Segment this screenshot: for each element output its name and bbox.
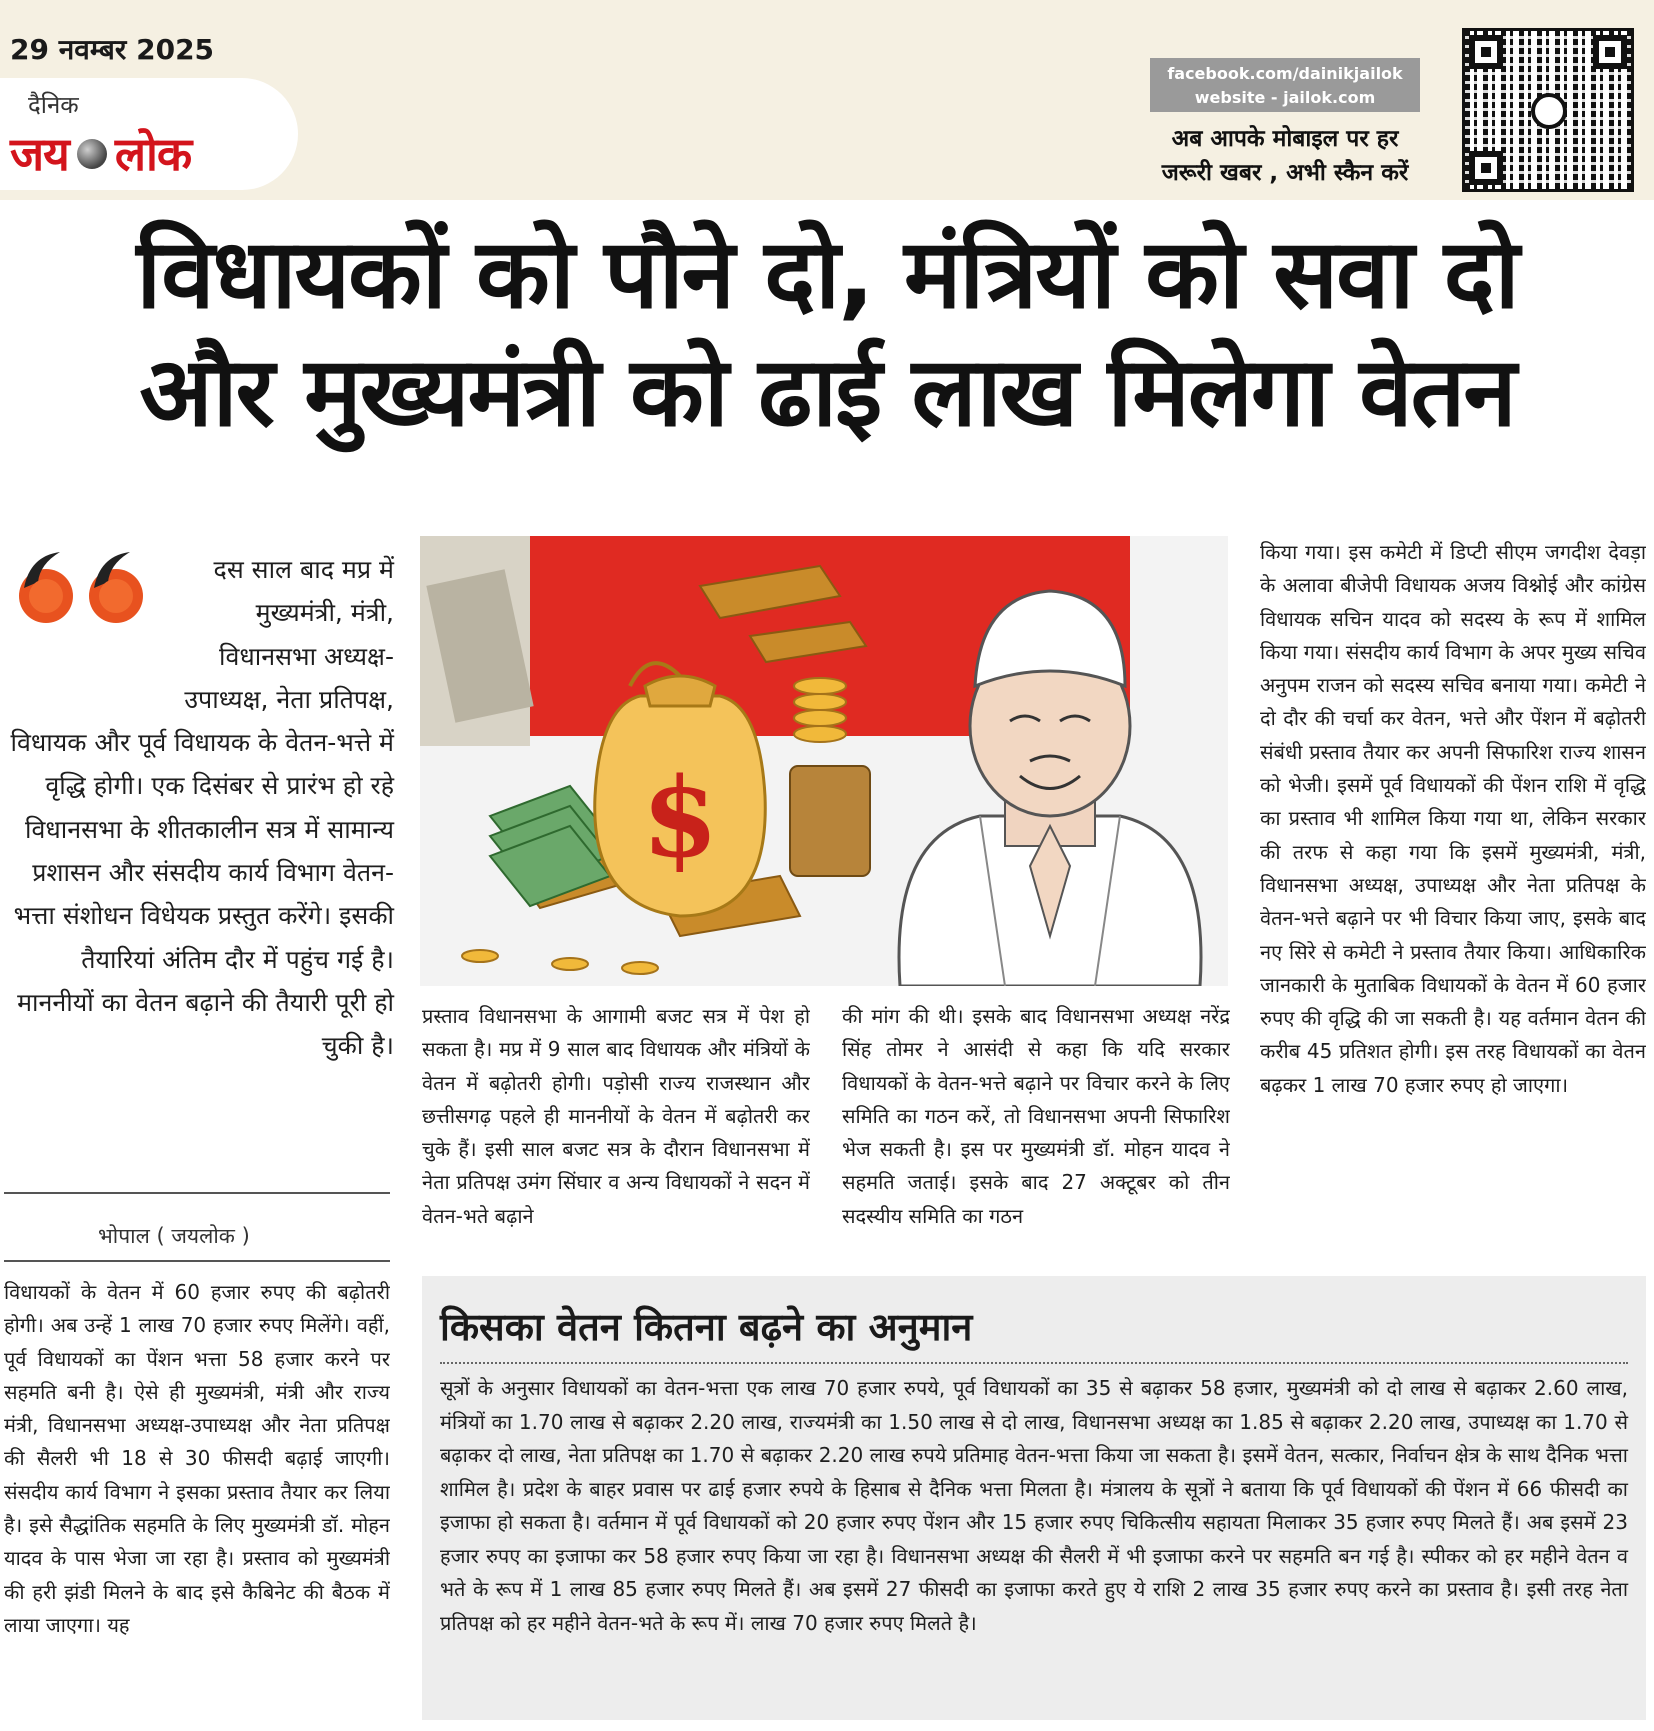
headline-line2: और मुख्यमंत्री को ढाई लाख मिलेगा वेतन [139,336,1515,448]
dateline: भोपाल ( जयलोक ) [98,1224,250,1248]
qr-finder-icon [1469,35,1503,69]
headline [0,215,1654,451]
divider [4,1260,390,1262]
issue-date: 29 नवम्बर 2025 [10,33,215,66]
logo-subtitle: दैनिक [28,91,79,119]
lead-text: दस साल बाद मप्र में मुख्यमंत्री, मंत्री, विधानसभा अध्यक्ष-उपाध्यक्ष, नेता प्रतिपक्ष, विधायक और पूर्व विधायक के वेतन-भत्ते में वृद्धि होगी। एक दिसंबर से प्रारंभ हो रहे विधानसभा के शीतकालीन सत्र में सामान्य प्रशासन और संसदीय कार्य विभाग वेतन-भत्ता संशोधन विधेयक प्रस्तुत करेंगे। इसकी तैयारियां अंतिम दौर में पहुंच गई है। माननीयों का वेतन बढ़ाने की तैयारी पूरी हो चुकी है। [10,555,394,1061]
logo-left-word: जय [10,127,69,181]
facebook-link[interactable]: facebook.com/dainikjailok [1167,64,1403,83]
logo [0,78,298,190]
scan-prompt [1135,122,1435,190]
qr-finder-icon [1593,35,1627,69]
masthead [0,0,1654,200]
article-column-4: किया गया। इस कमेटी में डिप्टी सीएम जगदीश देवड़ा के अलावा बीजेपी विधायक अजय विश्नोई और कांग्रेस विधायक सचिन यादव को सदस्य के रूप में शामिल किया गया। संसदीय कार्य विभाग के अपर मुख्य सचिव अनुपम राजन को सदस्य सचिव बनाया गया। कमेटी ने दो दौर की चर्चा कर वेतन, भत्ते और पेंशन में बढ़ोतरी संबंधी प्रस्ताव तैयार कर अपनी सिफारिश राज्य शासन को भेजी। इसमें पूर्व विधायकों की पेंशन राशि में वृद्धि का प्रस्ताव भी शामिल किया गया था, लेकिन सरकार की तरफ से कहा गया कि इसमें मुख्यमंत्री, मंत्री, विधानसभा अध्यक्ष, उपाध्यक्ष और नेता प्रतिपक्ष के वेतन-भत्ते बढ़ाने पर भी विचार किया जाए, इसके बाद नए सिरे से कमेटी ने प्रस्ताव तैयार किया। आधिकारिक जानकारी के मुताबिक विधायकों के वेतन में 60 हजार रुपए की वृद्धि की जा सकती है। यह वर्तमान वेतन की करीब 45 प्रतिशत होगी। इस तरह विधायकों का वेतन बढ़कर 1 लाख 70 हजार रुपए हो जाएगा। [1260,540,1646,1097]
box-text: सूत्रों के अनुसार विधायकों का वेतन-भत्ता एक लाख 70 हजार रुपये, पूर्व विधायकों का 35 से बढ़ाकर 58 हजार, मुख्यमंत्री को दो लाख से बढ़ाकर 2.60 लाख, मंत्रियों का 1.70 लाख से बढ़ाकर 2.20 लाख, राज्यमंत्री का 1.50 लाख से दो लाख, विधानसभा अध्यक्ष का 1.85 से बढ़ाकर 2.20 लाख, उपाध्यक्ष का 1.70 से बढ़ाकर दो लाख, नेता प्रतिपक्ष का 1.70 से बढ़ाकर 2.20 लाख रुपये प्रतिमाह वेतन-भत्ता किया जा सकता है। इसमें वेतन, सत्कार, निर्वाचन क्षेत्र के साथ दैनिक भत्ता शामिल है। प्रदेश के बाहर प्रवास पर ढाई हजार रुपये के हिसाब से दैनिक भत्ता मिलता है। मंत्रालय के सूत्रों ने बताया कि पूर्व विधायकों की पेंशन में 66 फीसदी का इजाफा हो सकता है। वर्तमान में पूर्व विधायकों को 20 हजार रुपए पेंशन और 15 हजार रुपए चिकित्सीय सहायता मिलाकर 35 हजार रुपए मिलते हैं। अब इसमें 23 हजार रुपए का इजाफा कर 58 हजार रुपए किया जा रहा है। विधानसभा अध्यक्ष की सैलरी में भी इजाफा करने पर सहमति बन गई है। स्पीकर को हर महीने वेतन व भते के रूप में 1 लाख 85 हजार रुपए मिलते हैं। अब इसमें 27 फीसदी का इजाफा करते हुए ये राशि 2 लाख 35 हजार रुपए करने का प्रस्ताव है। इसी तरह नेता प्रतिपक्ष को हर महीने वेतन-भते के रूप में। लाख 70 हजार रुपए मिलते है। [440,1376,1628,1635]
box-title: किसका वेतन कितना बढ़ने का अनुमान [440,1305,973,1349]
divider [4,1192,390,1194]
social-links [1150,58,1420,112]
article-column-3: की मांग की थी। इसके बाद विधानसभा अध्यक्ष नरेंद्र सिंह तोमर ने आसंदी से कहा कि यदि सरकार विधायकों के वेतन-भत्ते बढ़ाने पर विचार करने के लिए समिति का गठन करें, तो विधानसभा अपनी सिफारिश भेज सकती है। इस पर मुख्यमंत्री डॉ. मोहन यादव ने सहमति जताई। इसके बाद 27 अक्टूबर को तीन सदस्यीय समिति का गठन [842,1004,1230,1228]
salary-illustration [420,536,1228,986]
website-link[interactable]: website - jailok.com [1194,88,1376,107]
article-column-1: विधायकों के वेतन में 60 हजार रुपए की बढ़ोतरी होगी। अब उन्हें 1 लाख 70 हजार रुपए मिलेंगे। वहीं, पूर्व विधायकों का पेंशन भत्ता 58 हजार करने पर सहमति बनी है। ऐसे ही मुख्यमंत्री, मंत्री और राज्य मंत्री, विधानसभा अध्यक्ष-उपाध्यक्ष और नेता प्रतिपक्ष की सैलरी भी 18 से 30 फीसदी बढ़ाई जाएगी। संसदीय कार्य विभाग ने इसका प्रस्ताव तैयार कर लिया है। इसे सैद्धांतिक सहमति के लिए मुख्यमंत्री डॉ. मोहन यादव के पास भेजा जा रहा है। प्रस्ताव को मुख्यमंत्री की हरी झंडी मिलने के बाद इसे कैबिनेट की बैठक में लाया जाएगा। यह [4,1280,390,1637]
logo-right-word: लोक [114,127,192,181]
lead-quote [0,548,394,1068]
article-column-2: प्रस्ताव विधानसभा के आगामी बजट सत्र में पेश हो सकता है। मप्र में 9 साल बाद विधायक और मंत्रियों के वेतन में बढ़ोतरी होगी। पड़ोसी राज्य राजस्थान और छत्तीसगढ़ पहले ही माननीयों के वेतन में बढ़ोतरी कर चुके हैं। इसी साल बजट सत्र के दौरान विधानसभा में नेता प्रतिपक्ष उमंग सिंघार व अन्य विधायकों ने सदन में वेतन-भते बढ़ाने [422,1004,810,1228]
headline-line1: विधायकों को पौने दो, मंत्रियों को सवा दो [136,218,1518,330]
qr-code[interactable] [1462,28,1634,192]
dollar-symbol: $ [641,753,719,882]
globe-icon [77,139,107,169]
salary-estimate-box [422,1276,1646,1720]
qr-finder-icon [1469,151,1503,185]
whatsapp-icon [1531,93,1567,129]
box-divider [440,1362,1628,1364]
logo-wordmark [10,122,191,184]
scan-prompt-line2: जरूरी खबर , अभी स्कैन करें [1161,160,1409,186]
scan-prompt-line1: अब आपके मोबाइल पर हर [1171,126,1399,152]
